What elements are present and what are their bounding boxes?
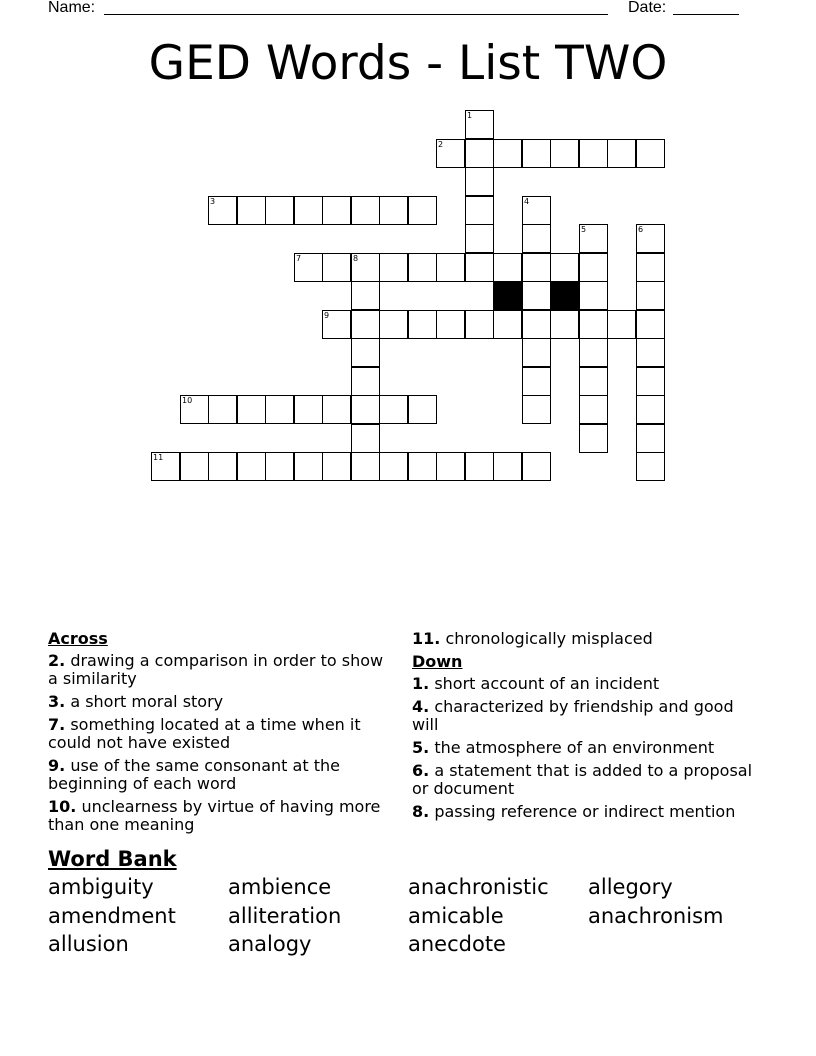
grid-cell[interactable] (493, 139, 522, 168)
word-bank-item: allusion (48, 932, 129, 956)
across-clue (412, 630, 757, 648)
grid-cell-8[interactable] (351, 253, 380, 282)
date-label: Date: (628, 0, 667, 16)
grid-cell[interactable] (522, 253, 551, 282)
grid-cell[interactable] (237, 196, 266, 225)
grid-cell[interactable] (607, 310, 636, 339)
grid-cell[interactable] (522, 395, 551, 424)
clue-text: something located at a time when it could not have existed (48, 715, 361, 752)
grid-cell[interactable] (579, 281, 608, 310)
word-bank-item: ambience (228, 875, 332, 899)
grid-cell-2[interactable] (436, 139, 465, 168)
grid-cell[interactable] (493, 310, 522, 339)
grid-cell[interactable] (294, 395, 323, 424)
grid-cell[interactable] (351, 310, 380, 339)
clue-number: 9. (48, 756, 66, 775)
clue-number-label: 9 (324, 311, 330, 320)
grid-cell[interactable] (208, 395, 237, 424)
across-clue (48, 693, 393, 711)
clue-number: 3. (48, 692, 66, 711)
grid-cell[interactable] (636, 253, 665, 282)
grid-cell[interactable] (322, 253, 351, 282)
grid-cell[interactable] (408, 310, 437, 339)
across-clue (48, 716, 393, 752)
grid-cell-5[interactable] (579, 224, 608, 253)
page-title: GED Words - List TWO (148, 36, 668, 91)
crossword-grid (0, 0, 816, 500)
grid-cell[interactable] (322, 395, 351, 424)
clue-number: 6. (412, 761, 430, 780)
grid-block (493, 281, 522, 310)
grid-cell[interactable] (607, 139, 636, 168)
word-bank-item: amendment (48, 903, 176, 928)
grid-cell[interactable] (465, 452, 494, 481)
clue-number: 1. (412, 674, 430, 693)
grid-cell[interactable] (436, 452, 465, 481)
grid-block (550, 281, 579, 310)
grid-cell[interactable] (579, 395, 608, 424)
grid-cell[interactable] (322, 196, 351, 225)
grid-cell[interactable] (550, 139, 579, 168)
grid-cell[interactable] (465, 139, 494, 168)
grid-cell[interactable] (294, 452, 323, 481)
clue-number-label: 1 (467, 111, 473, 120)
grid-cell[interactable] (379, 196, 408, 225)
grid-cell[interactable] (237, 395, 266, 424)
clue-number: 7. (48, 715, 66, 734)
grid-cell[interactable] (408, 196, 437, 225)
grid-cell[interactable] (522, 139, 551, 168)
grid-cell[interactable] (522, 281, 551, 310)
grid-cell[interactable] (493, 452, 522, 481)
clue-number-label: 4 (524, 197, 530, 206)
clue-number: 10. (48, 797, 77, 816)
clue-number: 5. (412, 738, 430, 757)
grid-cell[interactable] (465, 167, 494, 196)
grid-cell[interactable] (379, 253, 408, 282)
grid-cell[interactable] (408, 253, 437, 282)
across-heading: Across (48, 629, 108, 648)
grid-cell[interactable] (180, 452, 209, 481)
grid-cell[interactable] (522, 452, 551, 481)
across-clue (48, 757, 393, 793)
grid-cell[interactable] (351, 338, 380, 367)
grid-cell[interactable] (208, 452, 237, 481)
grid-cell[interactable] (351, 424, 380, 453)
clue-text: passing reference or indirect mention (434, 802, 736, 821)
grid-cell[interactable] (436, 310, 465, 339)
grid-cell[interactable] (636, 395, 665, 424)
grid-cell[interactable] (351, 452, 380, 481)
word-bank-item: alliteration (228, 903, 342, 928)
grid-cell-10[interactable] (180, 395, 209, 424)
grid-cell[interactable] (579, 310, 608, 339)
clue-number-label: 7 (296, 254, 302, 263)
grid-cell[interactable] (351, 367, 380, 396)
clue-number: 2. (48, 651, 66, 670)
down-clue (412, 803, 757, 821)
clue-text: a short moral story (70, 692, 224, 711)
grid-cell[interactable] (465, 310, 494, 339)
grid-cell[interactable] (379, 395, 408, 424)
grid-cell[interactable] (522, 310, 551, 339)
word-bank (48, 873, 768, 959)
clue-number-label: 2 (438, 140, 444, 149)
grid-cell[interactable] (550, 310, 579, 339)
grid-cell[interactable] (351, 196, 380, 225)
grid-cell[interactable] (408, 452, 437, 481)
clue-text: chronologically misplaced (445, 629, 653, 648)
clue-text: a statement that is added to a proposal or document (412, 761, 753, 798)
grid-cell-1[interactable] (465, 110, 494, 139)
grid-cell[interactable] (322, 452, 351, 481)
grid-cell[interactable] (636, 424, 665, 453)
down-clue (412, 739, 757, 757)
down-clue (412, 698, 757, 734)
grid-cell[interactable] (493, 253, 522, 282)
grid-cell[interactable] (636, 338, 665, 367)
clue-text: unclearness by virtue of having more than one meaning (48, 797, 381, 834)
grid-cell[interactable] (579, 139, 608, 168)
grid-cell[interactable] (265, 196, 294, 225)
word-bank-item: anachronistic (408, 875, 549, 899)
clue-text: short account of an incident (434, 674, 660, 693)
grid-cell[interactable] (379, 452, 408, 481)
across-clue (48, 798, 393, 834)
word-bank-item: anachronism (588, 903, 724, 928)
grid-cell[interactable] (436, 253, 465, 282)
grid-cell[interactable] (522, 224, 551, 253)
across-clue (48, 652, 393, 688)
clue-text: drawing a comparison in order to show a similarity (48, 651, 384, 688)
down-heading: Down (412, 652, 463, 671)
grid-cell-9[interactable] (322, 310, 351, 339)
grid-cell[interactable] (351, 395, 380, 424)
grid-cell-6[interactable] (636, 224, 665, 253)
grid-cell[interactable] (579, 367, 608, 396)
grid-cell-3[interactable] (208, 196, 237, 225)
grid-cell[interactable] (465, 224, 494, 253)
grid-cell[interactable] (522, 367, 551, 396)
down-clue (412, 675, 757, 693)
clues-left-column (48, 630, 393, 839)
clue-text: use of the same consonant at the beginning of each word (48, 756, 340, 793)
grid-cell[interactable] (465, 253, 494, 282)
clue-text: the atmosphere of an environment (434, 738, 715, 757)
grid-cell[interactable] (265, 395, 294, 424)
grid-cell[interactable] (579, 424, 608, 453)
grid-cell[interactable] (636, 281, 665, 310)
grid-cell[interactable] (550, 253, 579, 282)
grid-cell[interactable] (351, 281, 380, 310)
word-bank-item: amicable (408, 903, 504, 928)
word-bank-item: allegory (588, 875, 673, 899)
grid-cell[interactable] (237, 452, 266, 481)
clue-number-label: 3 (210, 197, 216, 206)
clue-number-label: 8 (353, 254, 359, 263)
clue-number-label: 10 (182, 396, 193, 405)
clue-number-label: 6 (638, 225, 644, 234)
word-bank-item: ambiguity (48, 875, 154, 899)
grid-cell-4[interactable] (522, 196, 551, 225)
grid-cell[interactable] (379, 310, 408, 339)
word-bank-item: anecdote (408, 932, 506, 956)
grid-cell[interactable] (636, 139, 665, 168)
clue-number: 11. (412, 629, 441, 648)
grid-cell[interactable] (408, 395, 437, 424)
clues-right-column (412, 630, 757, 826)
clue-text: characterized by friendship and good will (412, 697, 734, 734)
clue-number: 4. (412, 697, 430, 716)
clue-number-label: 5 (581, 225, 587, 234)
grid-cell[interactable] (522, 338, 551, 367)
grid-cell[interactable] (636, 367, 665, 396)
clue-number-label: 11 (153, 453, 164, 462)
grid-cell[interactable] (265, 452, 294, 481)
grid-cell[interactable] (579, 338, 608, 367)
grid-cell-7[interactable] (294, 253, 323, 282)
word-bank-title: Word Bank (48, 847, 177, 871)
clue-number: 8. (412, 802, 430, 821)
grid-cell[interactable] (579, 253, 608, 282)
grid-cell[interactable] (465, 196, 494, 225)
name-label: Name: (48, 0, 96, 16)
grid-cell[interactable] (636, 310, 665, 339)
grid-cell-11[interactable] (151, 452, 180, 481)
word-bank-item: analogy (228, 932, 312, 956)
down-clue (412, 762, 757, 798)
grid-cell[interactable] (636, 452, 665, 481)
grid-cell[interactable] (294, 196, 323, 225)
